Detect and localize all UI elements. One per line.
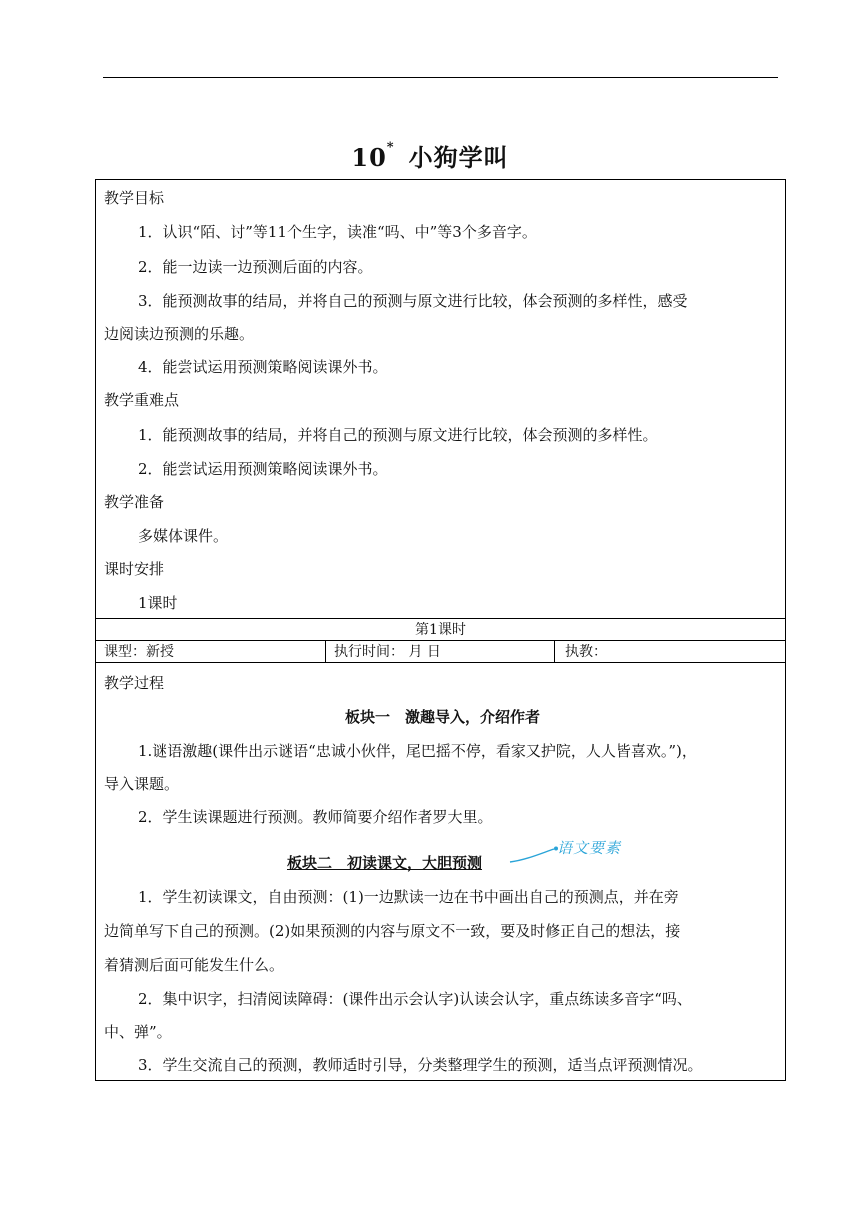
page-title [0,138,860,173]
block2-line: 1．学生初读课文，自由预测：(1)一边默读一边在书中画出自己的预测点，并在旁 [138,888,679,906]
lesson-header: 第1课时 [95,618,786,641]
objectives-box [95,179,786,619]
cell-divider [325,641,326,662]
block2-title: 板块二 初读课文，大胆预测 [287,854,483,872]
block2-line: 着猜测后面可能发生什么。 [104,956,285,974]
cell-divider [554,641,555,662]
keypoint-item: 2．能尝试运用预测策略阅读课外书。 [138,460,388,478]
process-heading: 教学过程 [104,674,165,692]
goal-item: 1．认识“陌、讨”等11个生字，读准“吗、中”等3个多音字。 [138,223,537,241]
execution-time: 执行时间： 月 日 [334,644,441,660]
goal-item: 2．能一边读一边预测后面的内容。 [138,258,373,276]
lesson-title: 小狗学叫 [408,143,509,172]
goal-item: 3．能预测故事的结局，并将自己的预测与原文进行比较，体会预测的多样性，感受 [138,292,688,310]
header-rule [103,77,778,78]
block1-line: 导入课题。 [104,775,180,793]
goal-item: 4．能尝试运用预测策略阅读课外书。 [138,358,388,376]
block2-line: 边简单写下自己的预测。(2)如果预测的内容与原文不一致，要及时修正自己的想法，接 [104,922,681,940]
prep-heading: 教学准备 [104,493,165,511]
lesson-type: 课型：新授 [104,644,174,660]
block2-line: 2．集中识字，扫清阅读障碍：(课件出示会认字)认读会认字，重点练读多音字“吗、 [138,990,692,1008]
schedule-heading: 课时安排 [104,560,165,578]
schedule-text: 1课时 [138,594,178,612]
language-element-tag: 语文要素 [557,839,622,857]
info-row [95,640,786,663]
block2-line: 中、弹”。 [104,1023,172,1041]
goals-heading: 教学目标 [104,189,165,207]
lesson-number: 10 [351,143,387,172]
teacher: 执教： [565,644,607,660]
block1-title: 板块一 激趣导入，介绍作者 [345,708,541,726]
optional-mark: * [386,140,395,155]
goal-item-cont: 边阅读边预测的乐趣。 [104,325,255,343]
block1-line: 1.谜语激趣(课件出示谜语“忠诚小伙伴，尾巴摇不停，看家又护院，人人皆喜欢。”)， [138,742,697,760]
keypoint-item: 1．能预测故事的结局，并将自己的预测与原文进行比较，体会预测的多样性。 [138,426,658,444]
block2-line: 3．学生交流自己的预测，教师适时引导，分类整理学生的预测，适当点评预测情况。 [138,1056,703,1074]
prep-text: 多媒体课件。 [138,527,229,545]
block1-line: 2．学生读课题进行预测。教师简要介绍作者罗大里。 [138,808,493,826]
keypoints-heading: 教学重难点 [104,391,180,409]
